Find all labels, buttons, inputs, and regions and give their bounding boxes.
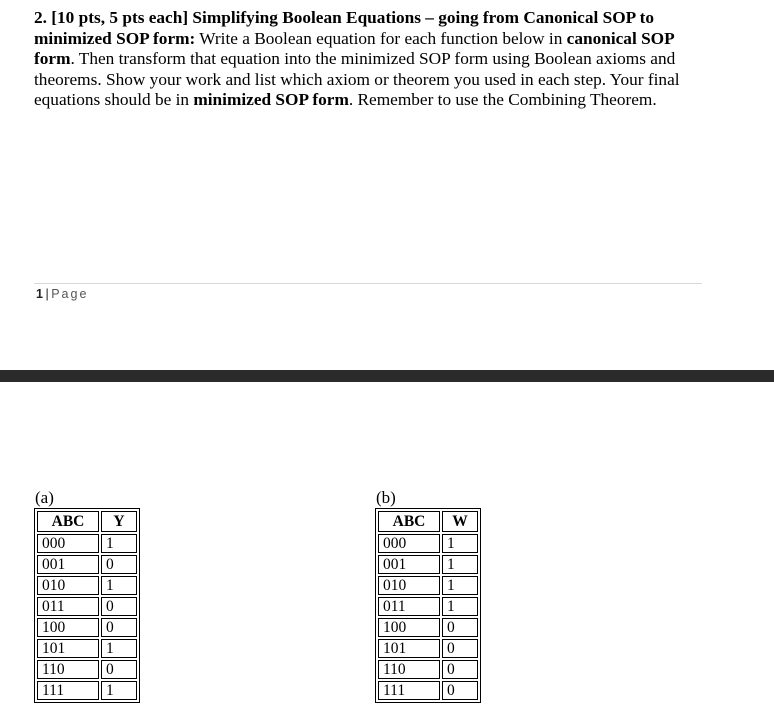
table-row: [378, 639, 478, 658]
truth-table-a-block: [35, 488, 140, 703]
cell-input: 110: [378, 660, 440, 679]
cell-input: 010: [378, 576, 440, 595]
cell-output: 1: [442, 576, 478, 595]
cell-input: 010: [37, 576, 99, 595]
problem-heading: 2. [10 pts, 5 pts each] Simplifying Boolean Equations – going from Canonical SOP to minimized SOP form:: [34, 8, 654, 48]
truth-table-a: [34, 508, 140, 703]
page-label: Page: [51, 287, 89, 301]
cell-input: 000: [378, 534, 440, 553]
header-abc: ABC: [378, 511, 440, 532]
table-row: [37, 555, 137, 574]
cell-input: 101: [37, 639, 99, 658]
cell-output: 0: [101, 660, 137, 679]
table-row: [37, 639, 137, 658]
cell-input: 001: [378, 555, 440, 574]
cell-input: 101: [378, 639, 440, 658]
cell-output: 0: [101, 555, 137, 574]
cell-output: 0: [442, 681, 478, 700]
cell-input: 110: [37, 660, 99, 679]
table-row: [378, 618, 478, 637]
table-header-row: [37, 511, 137, 532]
cell-output: 0: [101, 618, 137, 637]
table-a-label: (a): [35, 488, 54, 507]
cell-input: 011: [378, 597, 440, 616]
cell-output: 1: [101, 639, 137, 658]
cell-output: 1: [101, 576, 137, 595]
problem-text-part-2: . Then transform that equation into the minimized SOP form using Boolean axioms and theorems. Show your work and list which axiom or theorem you used in each step. Your final equations should be in: [34, 49, 680, 109]
footer-divider: [34, 283, 702, 284]
cell-output: 0: [442, 660, 478, 679]
problem-bold-canonical: canonical SOP form: [34, 28, 674, 68]
header-abc: ABC: [37, 511, 99, 532]
cell-output: 1: [442, 534, 478, 553]
table-row: [37, 534, 137, 553]
table-header-row: [378, 511, 478, 532]
cell-input: 111: [37, 681, 99, 700]
header-output: W: [442, 511, 478, 532]
problem-text-part-3: . Remember to use the Combining Theorem.: [348, 90, 657, 109]
page-footer: [36, 287, 88, 301]
table-row: [378, 555, 478, 574]
table-row: [378, 597, 478, 616]
table-row: [378, 660, 478, 679]
cell-input: 100: [378, 618, 440, 637]
problem-bold-minimized: minimized SOP form: [193, 90, 349, 109]
table-row: [378, 681, 478, 700]
table-row: [37, 618, 137, 637]
cell-output: 1: [442, 597, 478, 616]
header-output: Y: [101, 511, 137, 532]
table-row: [37, 597, 137, 616]
problem-text-part-1: Write a Boolean equation for each function below in: [195, 28, 567, 48]
footer-separator: |: [45, 287, 50, 301]
cell-output: 1: [442, 555, 478, 574]
table-row: [378, 534, 478, 553]
cell-output: 1: [101, 681, 137, 700]
page-number: 1: [36, 287, 44, 301]
cell-output: 0: [442, 639, 478, 658]
cell-input: 100: [37, 618, 99, 637]
cell-input: 001: [37, 555, 99, 574]
cell-output: 1: [101, 534, 137, 553]
problem-statement: [34, 8, 704, 111]
truth-table-b-block: [376, 488, 481, 703]
cell-output: 0: [442, 618, 478, 637]
cell-input: 111: [378, 681, 440, 700]
page-break-bar: [0, 370, 774, 382]
truth-table-b: [375, 508, 481, 703]
table-row: [37, 576, 137, 595]
table-b-label: (b): [376, 488, 396, 507]
cell-input: 000: [37, 534, 99, 553]
cell-output: 0: [101, 597, 137, 616]
table-row: [37, 681, 137, 700]
table-row: [37, 660, 137, 679]
table-row: [378, 576, 478, 595]
cell-input: 011: [37, 597, 99, 616]
